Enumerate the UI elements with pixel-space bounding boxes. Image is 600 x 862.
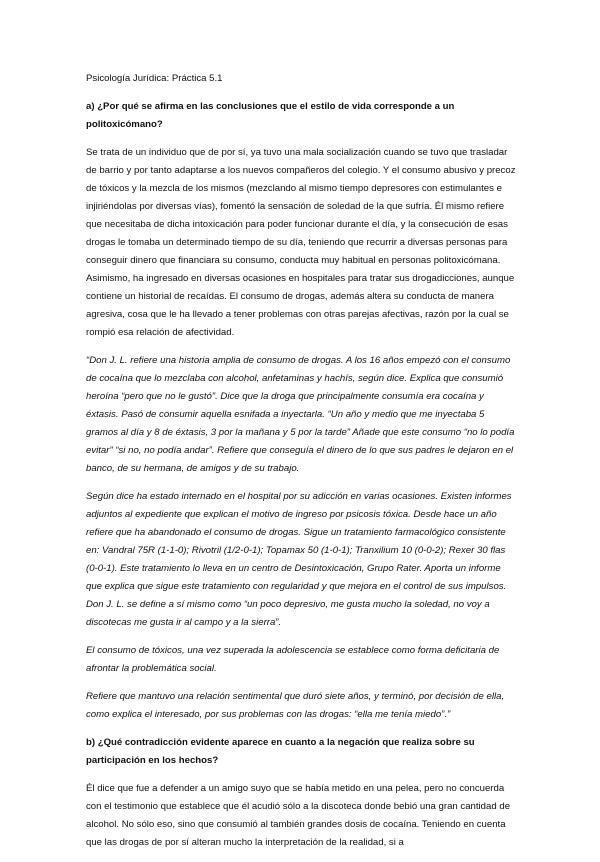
quote-paragraph-2: Según dice ha estado internado en el hospital por su adicción en varias ocasiones. Existen informes adjuntos al expediente que explican el motivo de ingreso por psicosis tóxica. Desde hace un año refiere que ha abandonado el consumo de drogas. Sigue un tratamiento farmacológico consistente en: Vandral 75R (1-1-0); Rivotril (1/2-0-1); Topamax 50 (1-0-1); Tranxilium 10 (0-0-2); Rexer 30 flas (0-0-1). Este tratamiento lo lleva en un centro de Desintoxicación, Grupo Rater. Aporta un informe que explica que sigue este tratamiento con regularidad y que mejora en el control de sus impulsos. Don J. L. se define a sí mismo como “un poco depresivo, me gusta mucho la soledad, no voy a discotecas me gusta ir al campo y a la sierra”.: [86, 491, 512, 628]
document-title: Psicología Jurídica: Práctica 5.1: [86, 73, 223, 84]
question-b: b) ¿Qué contradicción evidente aparece en cuanto a la negación que realiza sobre su participación en los hechos?: [86, 737, 475, 766]
quote-paragraph-3: El consumo de tóxicos, una vez superada la adolescencia se establece como forma deficitaria de afrontar la problemática social.: [86, 645, 500, 674]
answer-b-paragraph: Él dice que fue a defender a un amigo suyo que se había metido en una pelea, pero no concuerda con el testimonio que establece que él acudió sólo a la discoteca donde bebió una gran cantidad de alcohol. No sólo eso, sino que consumió al también grandes dosis de cocaína. Teniendo en cuenta que las drogas de por sí alteran mucho la interpretación de la realidad, si a: [86, 783, 511, 848]
document-body: [86, 70, 518, 862]
answer-a-paragraph: Se trata de un individuo que de por sí, ya tuvo una mala socialización cuando se tuvo que trasladar de barrio y por tanto adaptarse a los nuevos compañeros del colegio. Y el consumo abusivo y precoz de tóxicos y la mezcla de los mismos (mezclando al mismo tiempo depresores con estimulantes e injiriéndolas por diversas vías), fomentó la sensación de soledad de la que sufría. Él mismo refiere que necesitaba de dicha intoxicación para poder funcionar durante el día, y la consecución de esas drogas le tomaba un determinado tiempo de su día, teniendo que recurrir a diversas personas para conseguir dinero que financiara su consumo, conducta muy habitual en personas politoxicómana. Asimismo, ha ingresado en diversas ocasiones en hospitales para tratar sus drogadicciones, aunque contiene un historial de recaídas. El consumo de drogas, además altera su conducta de manera agresiva, cosa que le ha llevado a tener problemas con otras parejas afectivas, razón por la cual se rompió esa relación de afectividad.: [86, 147, 516, 338]
quote-paragraph-4: Refiere que mantuvo una relación sentimental que duró siete años, y terminó, por decisión de ella, como explica el interesado, por sus problemas con las drogas: “ella me tenía miedo”.”: [86, 691, 505, 720]
quote-paragraph-1: “Don J. L. refiere una historia amplia de consumo de drogas. A los 16 años empezó con el consumo de cocaína que lo mezclaba con alcohol, anfetaminas y hachís, según dice. Explica que consumió heroína “pero que no le gustó”. Dice que la droga que principalmente consumía era cocaína y éxtasis. Pasó de consumir aquella esnifada a inyectarla. “Un año y medio que me inyectaba 5 gramos al día y 8 de éxtasis, 3 por la mañana y 5 por la tarde” Añade que este consumo “no lo podía evitar” “si no, no podía andar”. Refiere que conseguía el dinero de lo que sus padres le dejaron en el banco, de su hermana, de amigos y de su trabajo.: [86, 355, 515, 474]
question-a: a) ¿Por qué se afirma en las conclusiones que el estilo de vida corresponde a un politoxicómano?: [86, 101, 455, 130]
